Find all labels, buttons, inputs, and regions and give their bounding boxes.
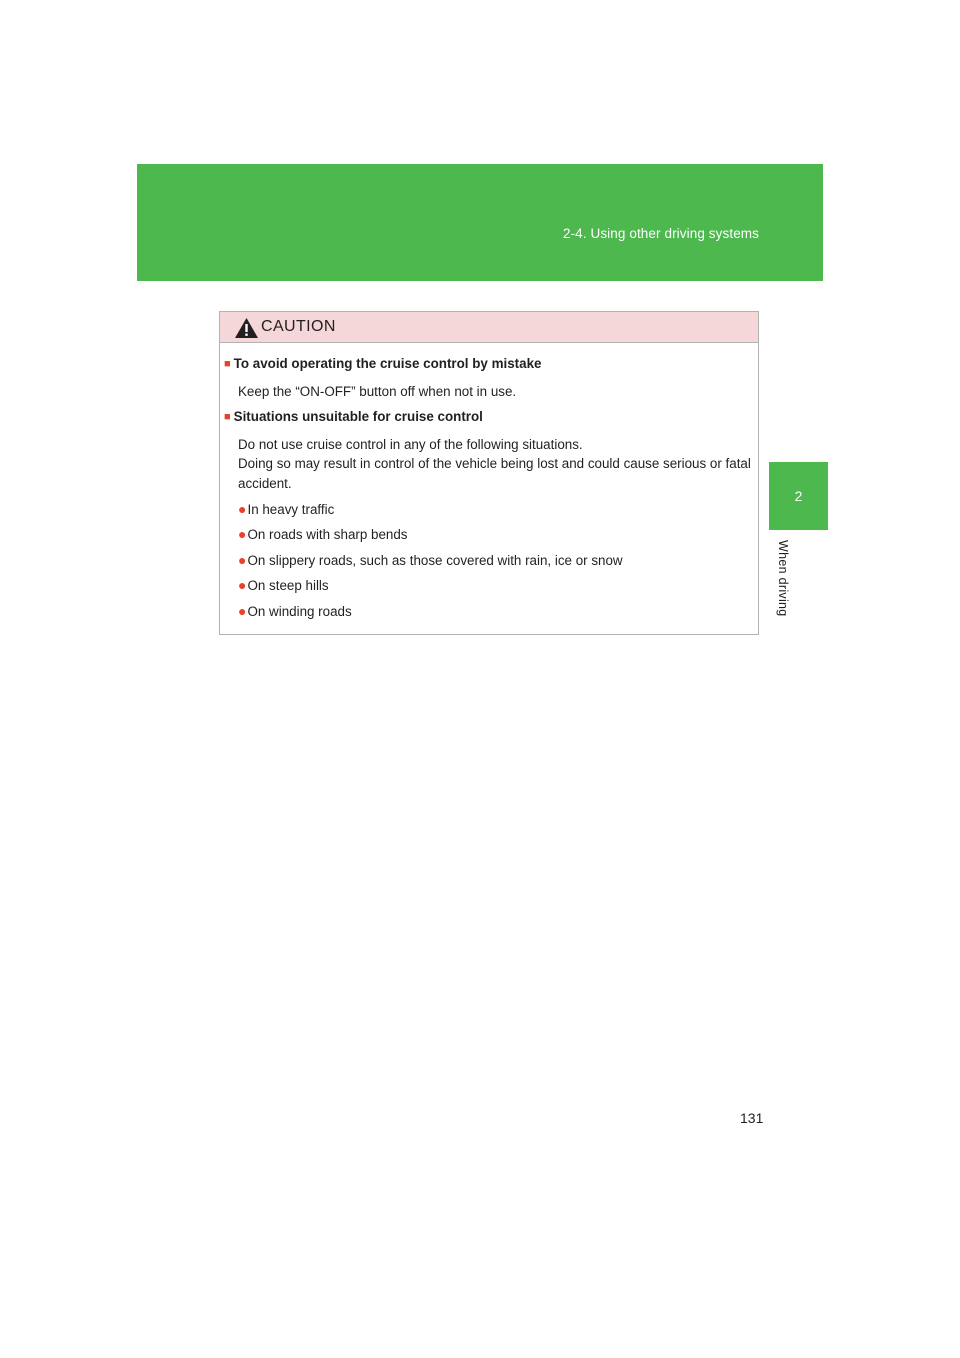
caution-item-text: Do not use cruise control in any of the following situations. Doing so may result in control of the vehicle being lost and could cause serious or fatal accident. xyxy=(238,436,751,491)
list-item: ●On slippery roads, such as those covered with rain, ice or snow xyxy=(238,551,623,568)
bullet-dot-icon: ● xyxy=(238,551,247,568)
caution-item-heading: ■ To avoid operating the cruise control by mistake xyxy=(224,356,542,371)
chapter-number: 2 xyxy=(794,488,803,504)
list-item: ●In heavy traffic xyxy=(238,500,335,517)
bullet-dot-icon: ● xyxy=(238,577,247,594)
caution-box xyxy=(219,311,759,635)
list-item: ●On winding roads xyxy=(238,602,352,619)
caution-item-text: Keep the “ON-OFF” button off when not in use. xyxy=(238,383,517,399)
chapter-label: When driving xyxy=(776,540,790,617)
square-bullet-icon: ■ xyxy=(224,411,231,424)
bullet-dot-icon: ● xyxy=(238,526,247,543)
list-item: ●On steep hills xyxy=(238,577,329,594)
square-bullet-icon: ■ xyxy=(224,358,231,370)
bullet-dot-icon: ● xyxy=(238,602,247,619)
section-title: 2-4. Using other driving systems xyxy=(562,226,759,241)
caution-item-heading: ■ Situations unsuitable for cruise control xyxy=(224,409,483,425)
list-item: ●On roads with sharp bends xyxy=(238,526,408,543)
situation-list xyxy=(224,500,752,622)
caution-title: CAUTION xyxy=(261,318,336,335)
bullet-dot-icon: ● xyxy=(238,500,247,517)
caution-header xyxy=(220,312,758,343)
caution-body xyxy=(224,354,752,628)
header-band xyxy=(137,164,823,281)
page-number: 131 xyxy=(740,1110,764,1126)
chapter-tab[interactable] xyxy=(769,462,828,530)
warning-triangle-icon xyxy=(234,317,259,339)
